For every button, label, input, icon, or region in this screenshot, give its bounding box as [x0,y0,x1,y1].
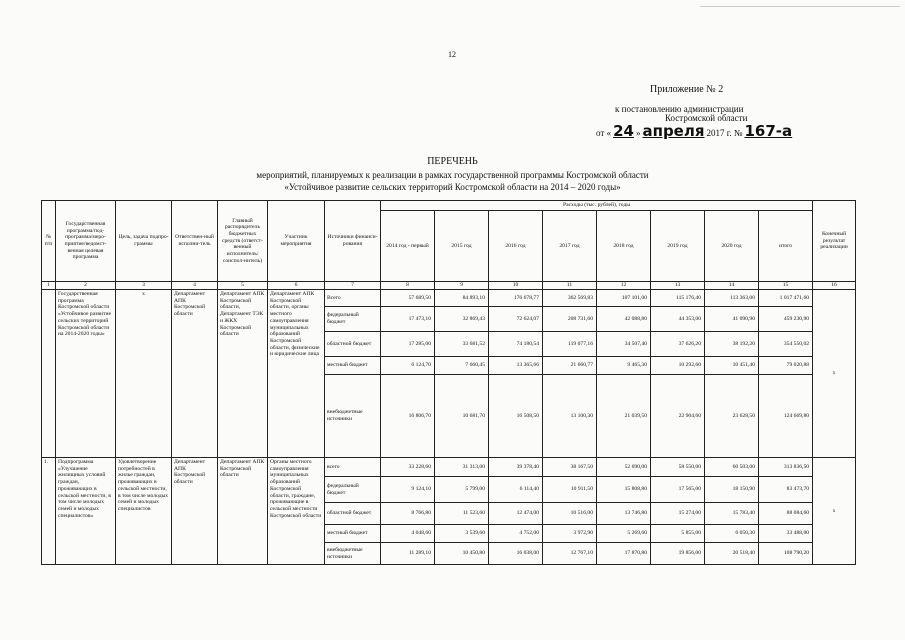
funding-source-cell: местный бюджет [325,357,381,375]
col-index: 4 [172,282,218,290]
value-cell: 58 550,00 [651,458,705,477]
value-cell: 12 474,00 [489,503,543,525]
value-cell: 11 523,60 [435,503,489,525]
table-row [42,458,856,477]
chief-manager-cell: Департамент АПК Костромской области [218,458,268,565]
goal-cell: Удовлетворение потребностей в жилье граждан, проживающих в сельской местности, в том числе молодых семей и молодых специалистов [116,458,172,565]
value-cell: 5 799,00 [435,477,489,503]
total-cell: 459 230,90 [759,307,813,332]
row-num-cell: 1. [42,458,56,565]
total-cell: 83 473,70 [759,477,813,503]
value-cell: 19 856,00 [651,543,705,565]
total-cell: 313 836,50 [759,458,813,477]
value-cell: 38 167,50 [543,458,597,477]
program-name-cell: Государственная программа Костромской области «Устойчивое развитие сельских территорий Костромской области на 2014-2020 годы» [56,290,116,458]
col-src-header: Источники финанси-рования [325,201,381,282]
col-index: 3 [116,282,172,290]
row-num-cell [42,290,56,458]
value-cell: 32 869,43 [435,307,489,332]
result-cell: х [813,290,856,458]
value-cell: 38 192,20 [705,332,759,357]
value-cell: 10 516,00 [543,503,597,525]
value-cell: 74 180,54 [489,332,543,357]
decree-day: 24 [613,122,634,140]
value-cell: 5 269,60 [597,525,651,543]
col-result-header: Конечный результат реализации [813,201,856,282]
col-2020-header: 2020 год [705,211,759,282]
value-cell: 3 539,60 [435,525,489,543]
col-index: 2 [56,282,116,290]
value-cell: 9 124,10 [381,477,435,503]
decree-year: 2017 г. № [706,128,743,138]
responsible-cell: Департамент АПК Костромской области [172,290,218,458]
value-cell: 34 507,40 [597,332,651,357]
col-chief-header: Главный распорядитель бюджетных средств (ответст-венный исполнитель/ соиспол-нитель) [218,201,268,282]
col-expenses-header: Расходы (тыс. рублей), годы [381,201,813,211]
value-cell: 72 624,07 [489,307,543,332]
col-goal-header: Цель, задача подпро-граммы [116,201,172,282]
col-2015-header: 2015 год [435,211,489,282]
value-cell: 17 565,00 [651,477,705,503]
col-total-header: итого [759,211,813,282]
activities-table [41,200,856,565]
value-cell: 9 465,30 [597,357,651,375]
participant-cell: Департамент АПК Костромской области, органы местного самоуправления муниципальных образований Костромской области, физические и юридические лица [268,290,325,458]
appendix-label: Приложение № 2 [650,84,724,95]
col-num-header: № п/п [42,201,56,282]
decree-date-line [596,122,794,140]
value-cell: 39 378,40 [489,458,543,477]
col-index: 12 [597,282,651,290]
value-cell: 31 313,00 [435,458,489,477]
col-part-header: Участник мероприятия [268,201,325,282]
program-name-cell: Подпрограмма «Улучшение жилищных условий граждан, проживающих в сельской местности, в том числе молодых семей и молодых специалистов» [56,458,116,565]
participant-cell: Органы местного самоуправления муниципальных образований Костромской области, граждане, проживающие в сельской местности Костромской области [268,458,325,565]
value-cell: 5 855,00 [651,525,705,543]
value-cell: 57 689,50 [381,290,435,307]
total-cell: 108 790,20 [759,543,813,565]
col-2019-header: 2019 год [651,211,705,282]
program-title: «Устойчивое развитие сельских территорий Костромской области на 2014 – 2020 годы» [284,182,621,192]
value-cell: 3 972,90 [543,525,597,543]
col-index: 13 [651,282,705,290]
value-cell: 33 228,60 [381,458,435,477]
col-index: 14 [705,282,759,290]
col-index: 1 [42,282,56,290]
value-cell: 208 731,60 [543,307,597,332]
total-cell: 354 550,02 [759,332,813,357]
col-index: 8 [381,282,435,290]
value-cell: 15 274,00 [651,503,705,525]
value-cell: 13 746,80 [597,503,651,525]
total-cell: 88 084,60 [759,503,813,525]
col-name-header: Государственная программа/под-программа/меро-приятие/ведомст-венная целевая программа [56,201,116,282]
decree-mid: » [635,128,641,138]
col-index: 9 [435,282,489,290]
column-index-row [42,282,856,290]
value-cell: 21 660,77 [543,357,597,375]
col-2016-header: 2016 год [489,211,543,282]
value-cell: 10 292,60 [651,357,705,375]
funding-source-cell: Всего [325,290,381,307]
funding-source-cell: внебюджетные источники [325,375,381,458]
table-row [42,290,856,307]
document-subtitle: мероприятий, планируемых к реализации в рамках государственной программы Костромской области [256,170,649,180]
funding-source-cell: областной бюджет [325,503,381,525]
value-cell: 10 451,40 [705,357,759,375]
responsible-cell: Департамент АПК Костромской области [172,458,218,565]
value-cell: 84 893,10 [435,290,489,307]
value-cell: 107 101,00 [597,290,651,307]
chief-manager-cell: Департамент АПК Костромской области, Департамент ТЭК и ЖКХ Костромской области [218,290,268,458]
value-cell: 17 285,00 [381,332,435,357]
page-number: 12 [448,50,456,59]
decree-prefix: от « [596,128,612,138]
value-cell: 16 038,00 [489,543,543,565]
value-cell: 10 681,70 [435,375,489,458]
value-cell: 16 508,50 [489,375,543,458]
col-2014-header: 2014 год - первый [381,211,435,282]
value-cell: 362 569,83 [543,290,597,307]
value-cell: 15 783,40 [705,503,759,525]
value-cell: 60 503,00 [705,458,759,477]
funding-source-cell: областной бюджет [325,332,381,357]
value-cell: 17 473,10 [381,307,435,332]
value-cell: 52 690,00 [597,458,651,477]
value-cell: 13 100,30 [543,375,597,458]
col-2017-header: 2017 год [543,211,597,282]
value-cell: 113 363,00 [705,290,759,307]
value-cell: 119 077,16 [543,332,597,357]
col-index: 16 [813,282,856,290]
value-cell: 17 870,80 [597,543,651,565]
result-cell: х [813,458,856,565]
total-cell: 124 669,80 [759,375,813,458]
col-index: 6 [268,282,325,290]
value-cell: 12 767,10 [543,543,597,565]
value-cell: 7 660,45 [435,357,489,375]
value-cell: 6 114,40 [489,477,543,503]
value-cell: 6 050,30 [705,525,759,543]
funding-source-cell: местный бюджет [325,525,381,543]
scan-artifact-line [700,6,900,7]
col-index: 7 [325,282,381,290]
col-resp-header: Ответствен-ный исполни-тель [172,201,218,282]
funding-source-cell: внебюджетные источники [325,543,381,565]
col-index: 15 [759,282,813,290]
value-cell: 37 626,20 [651,332,705,357]
funding-source-cell: всего [325,458,381,477]
value-cell: 20 518,40 [705,543,759,565]
value-cell: 16 806,70 [381,375,435,458]
value-cell: 4 752,00 [489,525,543,543]
value-cell: 176 678,77 [489,290,543,307]
goal-cell: х [116,290,172,458]
value-cell: 115 176,40 [651,290,705,307]
value-cell: 10 911,50 [543,477,597,503]
funding-source-cell: федеральный бюджет [325,307,381,332]
col-2018-header: 2018 год [597,211,651,282]
value-cell: 41 090,90 [705,307,759,332]
col-index: 5 [218,282,268,290]
decree-number: 167-а [744,122,793,140]
value-cell: 42 088,80 [597,307,651,332]
value-cell: 6 124,70 [381,357,435,375]
value-cell: 23 628,50 [705,375,759,458]
funding-source-cell: федеральный бюджет [325,477,381,503]
total-cell: 33 488,00 [759,525,813,543]
value-cell: 15 808,80 [597,477,651,503]
header-row-1 [42,201,856,211]
total-cell: 79 020,88 [759,357,813,375]
value-cell: 21 039,50 [597,375,651,458]
document-title: ПЕРЕЧЕНЬ [427,156,478,167]
total-cell: 1 017 471,60 [759,290,813,307]
value-cell: 33 681,52 [435,332,489,357]
decree-month: апреля [642,122,705,140]
col-index: 10 [489,282,543,290]
value-cell: 44 353,00 [651,307,705,332]
value-cell: 11 289,10 [381,543,435,565]
col-index: 11 [543,282,597,290]
value-cell: 4 048,60 [381,525,435,543]
value-cell: 18 150,90 [705,477,759,503]
value-cell: 8 766,80 [381,503,435,525]
value-cell: 22 904,60 [651,375,705,458]
decree-line-2: Костромской области [665,113,748,123]
value-cell: 13 365,66 [489,357,543,375]
value-cell: 10 450,80 [435,543,489,565]
decree-line-1: к постановлению администрации [615,104,744,114]
